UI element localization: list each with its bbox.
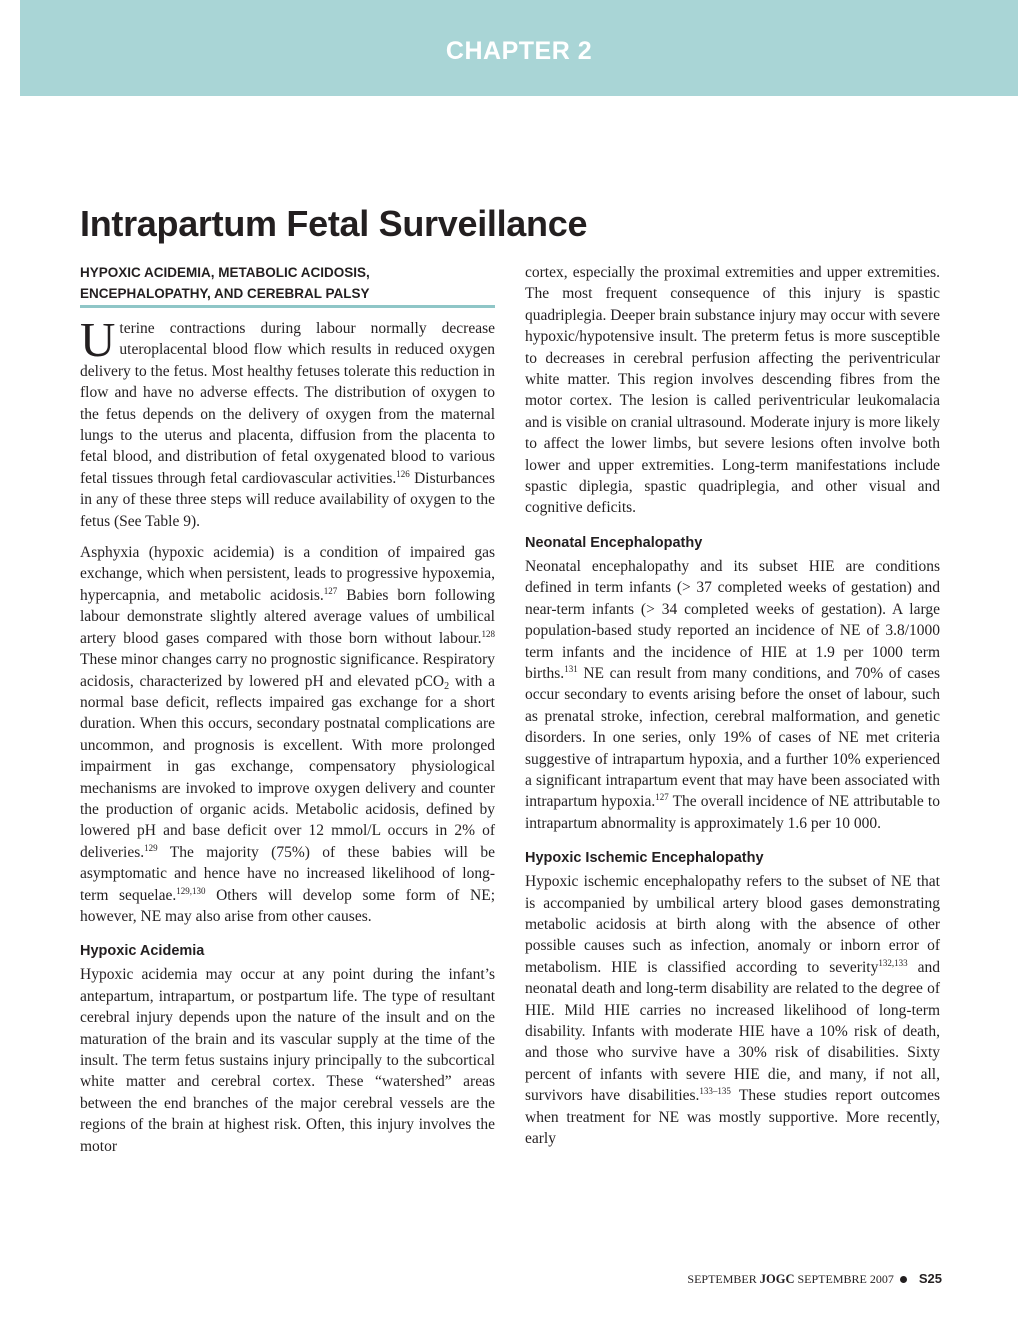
paragraph-hypoxic-acidemia: Hypoxic acidemia may occur at any point during the infant’s antepartum, intrapartum, or postpartum life. The type of resultant cerebral injury depends upon the nature of the insult and on the maturation of the brain and its vascular supply at the time of the insult. The term fetus sustains injury principally to the subcortical white matter and cerebral cortex. These “watershed” areas between the end branches of the major cerebral vessels are the regions of the brain at highest risk. Often, this injury involves the motor <box>80 966 495 1155</box>
citation-ref: 133–135 <box>699 1086 731 1097</box>
subheading-neonatal-encephalopathy: Neonatal Encephalopathy <box>525 534 703 551</box>
citation-ref: 131 <box>564 663 578 674</box>
page-number: S25 <box>918 1271 942 1286</box>
drop-cap: U <box>80 312 116 367</box>
subheading-hypoxic-acidemia: Hypoxic Acidemia <box>80 943 205 960</box>
paragraph-intro: Uterine contractions during labour normally decrease uteroplacental blood flow which results in reduced oxygen delivery to the fetus. Most healthy fetuses tolerate this reduction in flow and have no adverse effects. The distribution of oxygen to the fetus depends on the delivery of oxygen from the maternal lungs to the uterus and placenta, diffusion from the placenta to fetal blood, and distribution of fetal oxygenated blood to various fetal tissues through fetal cardiovascular activities.$^{126}$ Disturbances in any of these three steps will reduce availability of oxygen to the fetus (See Table 9). <box>80 312 495 530</box>
page-footer <box>687 1271 942 1287</box>
citation-ref: 127 <box>655 792 669 803</box>
citation-ref: 132,133 <box>878 957 908 968</box>
citation-ref: 127 <box>323 585 338 596</box>
paragraph-continued: cortex, especially the proximal extremities and upper extremities. The most frequent consequence of this injury is spastic quadriplegia. Deeper brain substance injury may occur with severe hypoxic/hypotensive insult. The preterm fetus is more susceptible to decreases in cerebral perfusion affecting the periventricular white matter. This region involves descending fibres from the motor cortex. The lesion is called periventricular leukomalacia and is visible on cranial ultrasound. Moderate injury is more likely to affect the lower limbs, but severe lesions often involve both lower and upper extremities. Long-term manifestations include spastic diplegia, spastic quadriplegia, and other visual and cognitive deficits. <box>525 264 940 517</box>
citation-ref: 126 <box>396 468 410 479</box>
chapter-banner <box>20 0 1018 96</box>
left-column <box>80 262 495 1167</box>
footer-month-fr-year: SEPTEMBRE 2007 <box>797 1272 894 1286</box>
citation-ref: 129 <box>144 842 158 853</box>
paragraph-neonatal-encephalopathy: Neonatal encephalopathy and its subset HIE are conditions defined in term infants (> 37 completed weeks of gestation) and near-term infants (> 34 completed weeks of gestation). A large population-based study reported an incidence of NE of 3.8/1000 term infants and the incidence of HIE at 1.9 per 1000 term births.$^{131}$ NE can result from many conditions, and 70% of cases occur secondary to events arising before the onset of labour, such as prenatal stroke, infection, cerebral malformation, and genetic disorders. In one series, only 19% of cases of NE met criteria suggestive of intrapartum hypoxia, and a further 10% experienced a significant intrapartum event that may have been associated with intrapartum hypoxia.$^{127}$ The overall incidence of NE attributable to intrapartum abnormality is approximately 1.6 per 10 000. <box>525 557 940 832</box>
subscript: 2 <box>444 680 450 692</box>
article-title: Intrapartum Fetal Surveillance <box>80 203 588 244</box>
footer-month: SEPTEMBER <box>687 1272 757 1286</box>
paragraph-asphyxia: Asphyxia (hypoxic acidemia) is a condition of impaired gas exchange, which when persistent, leads to progressive hypoxemia, hypercapnia, and metabolic acidosis.$^{127}$ Babies born following labour demonstrate slightly altered average values of umbilical artery blood gases compared with those born without labour.$^{128}$ These minor changes carry no prognostic significance. Respiratory acidosis, characterized by lowered pH and elevated pCO$_2$ with a normal base deficit, reflects impaired gas exchange for a short duration. When this occurs, secondary postnatal complications are uncommon, and prognosis is excellent. With more prolonged impairment in gas exchange, compensatory physiological mechanisms are invoked to improve oxygen delivery and counter the production of organic acids. Metabolic acidosis, defined by lowered pH and base deficit over 12 mmol/L occurs in 2% of deliveries.$^{129}$ The majority (75%) of these babies will be asymptomatic and hence have no increased likelihood of long-term sequelae.$^{129,130}$ Others will develop some form of NE; however, NE may also arise from other causes. <box>80 544 496 925</box>
footer-journal: JOGC <box>759 1272 795 1286</box>
paragraph-hie: Hypoxic ischemic encephalopathy refers to the subset of NE that is accompanied by umbilical artery blood gases demonstrating metabolic acidosis at birth along with the absence of other possible causes such as infection, anomaly or inborn error of metabolism. HIE is classified according to severity$^{132,133}$ and neonatal death and long-term disability are related to the degree of HIE. Mild HIE carries no increased likelihood of long-term disability. Infants with moderate HIE have a 10% risk of death, and those who survive have a 30% risk of disabilities. Sixty percent of infants with severe HIE die, and many, if not all, survivors have disabilities.$^{133-135}$ These studies report outcomes when treatment for NE was mostly supportive. More recently, early <box>525 873 940 1148</box>
chapter-label: CHAPTER 2 <box>445 37 593 65</box>
right-column <box>525 262 940 1159</box>
citation-ref: 128 <box>481 628 495 639</box>
section-heading: HYPOXIC ACIDEMIA, METABOLIC ACIDOSIS, ENCEPHALOPATHY, AND CEREBRAL PALSY <box>80 262 495 308</box>
citation-ref: 129,130 <box>176 885 206 896</box>
bullet-dot-icon <box>900 1276 907 1283</box>
subheading-hie: Hypoxic Ischemic Encephalopathy <box>525 850 764 867</box>
